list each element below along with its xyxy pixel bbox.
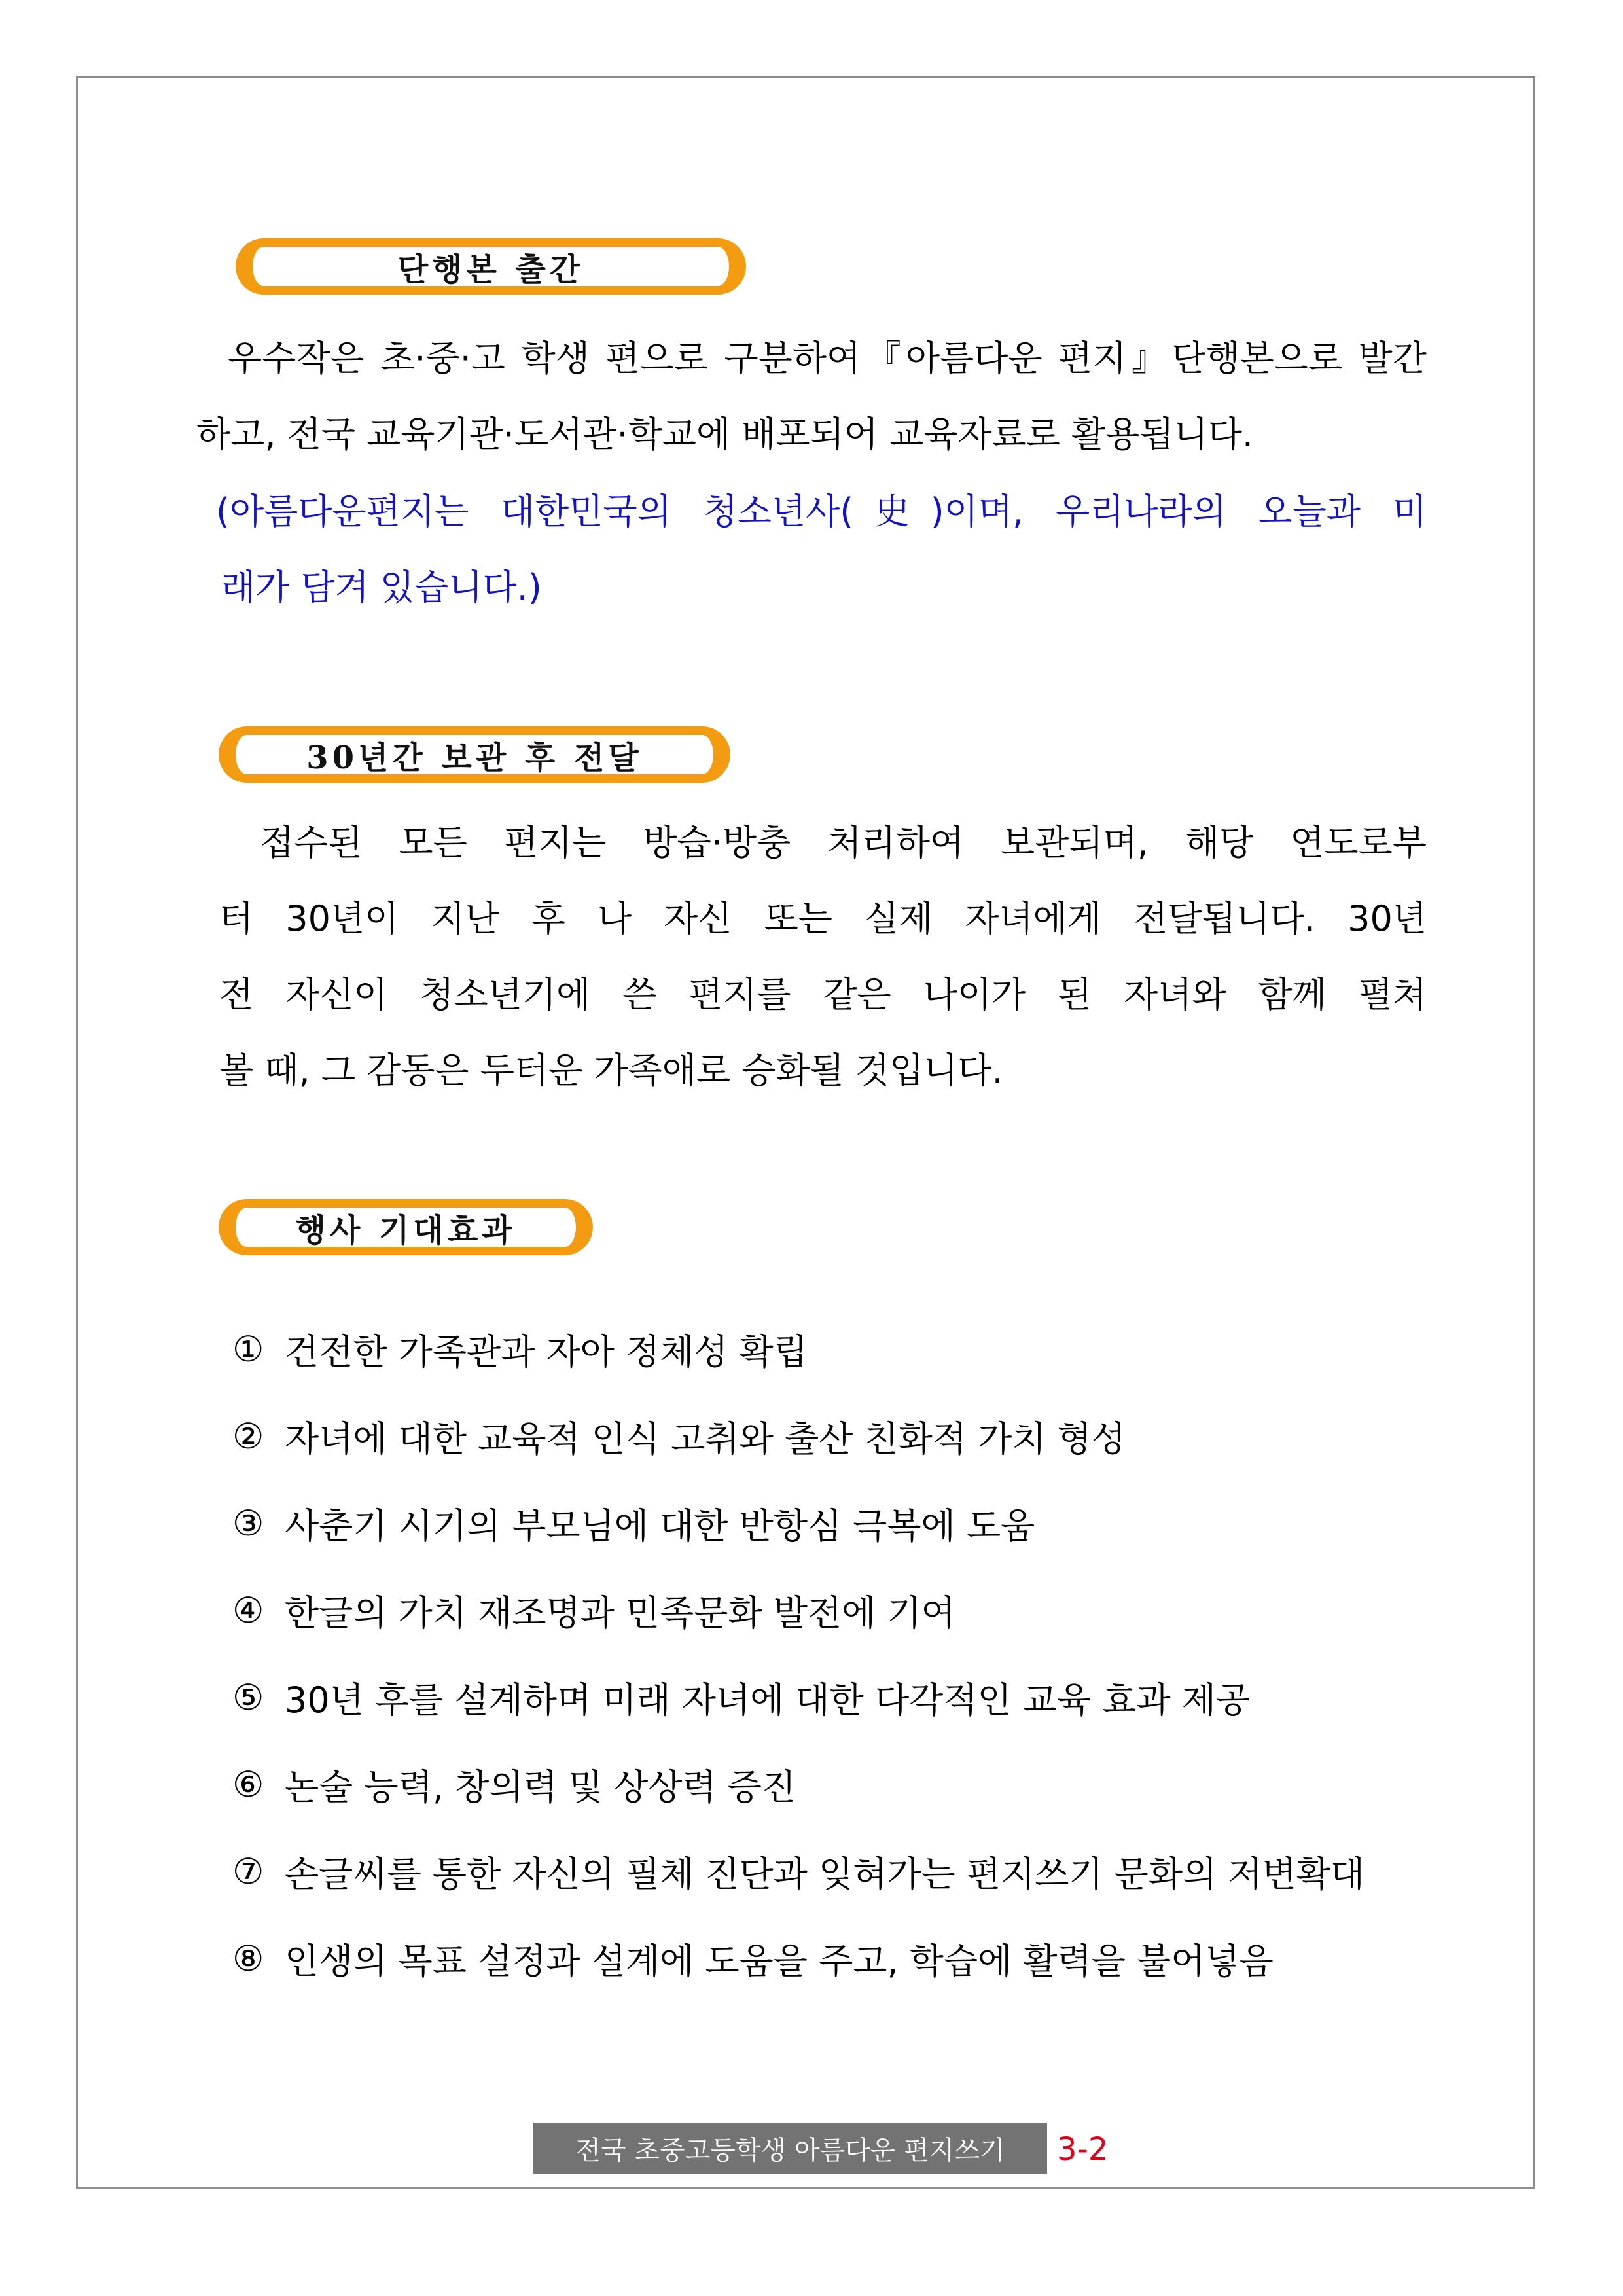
list-item: [232, 1567, 1364, 1654]
list-text: 인생의 목표 설정과 설계에 도움을 주고, 학습에 활력을 불어넣음: [285, 1941, 1274, 1982]
list-item: [232, 1654, 1364, 1741]
list-text: 자녀에 대한 교육적 인식 고취와 출산 친화적 가치 형성: [285, 1418, 1126, 1460]
list-item: [232, 1393, 1364, 1480]
list-number: ⑤: [232, 1677, 264, 1718]
publication-line-2: 하고, 전국 교육기관·도서관·학교에 배포되어 교육자료로 활용됩니다.: [196, 414, 1254, 455]
list-text: 30년 후를 설계하며 미래 자녀에 대한 다각적인 교육 효과 제공: [285, 1679, 1251, 1721]
page-number: 3-2: [1057, 2131, 1109, 2168]
list-number: ①: [232, 1329, 264, 1370]
list-text: 건전한 가족관과 자아 정체성 확립: [285, 1331, 808, 1372]
list-item: [232, 1915, 1364, 2002]
storage-paragraph: [219, 805, 1427, 1109]
list-number: ⑦: [232, 1851, 264, 1892]
publication-note-line-1: (아름다운편지는 대한민국의 청소년사(史)이며, 우리나라의 오늘과 미: [216, 491, 1427, 532]
list-number: ③: [232, 1503, 264, 1544]
list-item: [232, 1828, 1364, 1915]
list-item: [232, 1306, 1364, 1393]
list-number: ⑧: [232, 1938, 264, 1979]
storage-line-1: 접수된 모든 편지는 방습·방충 처리하여 보관되며, 해당 연도로부: [260, 822, 1427, 863]
publication-line-1: 우수작은 초·중·고 학생 편으로 구분하여『아름다운 편지』단행본으로 발간: [228, 338, 1427, 379]
list-text: 손글씨를 통한 자신의 필체 진단과 잊혀가는 편지쓰기 문화의 저변확대: [285, 1854, 1365, 1895]
list-text: 한글의 가치 재조명과 민족문화 발전에 기여: [285, 1592, 955, 1634]
footer-title: 전국 초중고등학생 아름다운 편지쓰기: [533, 2123, 1047, 2174]
list-number: ⑥: [232, 1764, 264, 1805]
publication-note: [216, 474, 1427, 626]
section-heading-storage: 30년간 보관 후 전달: [219, 726, 730, 783]
list-number: ④: [232, 1590, 264, 1631]
publication-note-line-2: 래가 담겨 있습니다.): [221, 567, 542, 608]
storage-line-3: 전 자신이 청소년기에 쓴 편지를 같은 나이가 된 자녀와 함께 펼쳐: [219, 974, 1427, 1015]
storage-line-4: 볼 때, 그 감동은 두터운 가족애로 승화될 것입니다.: [219, 1050, 1003, 1091]
section-heading-expected-effects: 행사 기대효과: [219, 1199, 593, 1255]
effects-list: [232, 1306, 1364, 2002]
list-item: [232, 1741, 1364, 1828]
list-text: 사춘기 시기의 부모님에 대한 반항심 극복에 도움: [285, 1505, 1035, 1547]
list-item: [232, 1480, 1364, 1567]
list-text: 논술 능력, 창의력 및 상상력 증진: [285, 1767, 796, 1808]
list-number: ②: [232, 1416, 264, 1457]
publication-paragraph: [196, 321, 1427, 473]
section-heading-publication: 단행본 출간: [236, 238, 746, 295]
storage-line-2: 터 30년이 지난 후 나 자신 또는 실제 자녀에게 전달됩니다. 30년: [219, 898, 1427, 939]
